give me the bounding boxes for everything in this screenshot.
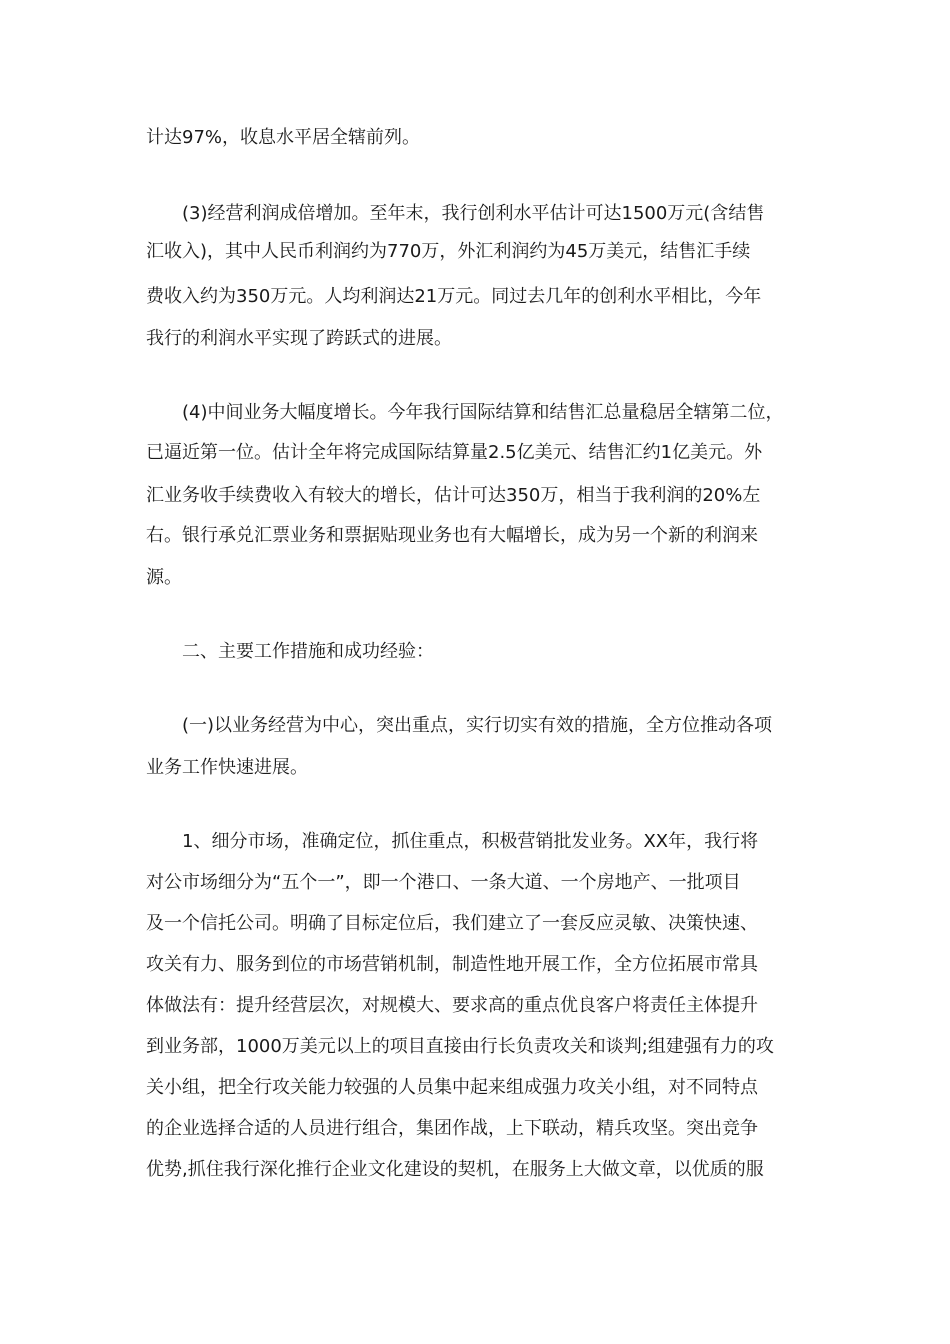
paragraph-6-line-4: 攻关有力、服务到位的市场营销机制，制造性地开展工作，全方位拓展市常具 (146, 954, 758, 975)
paragraph-6-line-3: 及一个信托公司。明确了目标定位后，我们建立了一套反应灵敏、决策快速、 (146, 913, 758, 934)
paragraph-6-line-2: 对公市场细分为“五个一”，即一个港口、一条大道、一个房地产、一批项目 (146, 872, 741, 893)
paragraph-3-line-3: 汇业务收手续费收入有较大的增长，估计可达350万，相当于我利润的20%左 (146, 485, 761, 506)
paragraph-2-line-4: 我行的利润水平实现了跨跃式的进展。 (146, 328, 452, 349)
paragraph-3-line-5: 源。 (146, 567, 182, 588)
paragraph-6-line-7: 关小组，把全行攻关能力较强的人员集中起来组成强力攻关小组，对不同特点 (146, 1077, 758, 1098)
section-heading: 二、主要工作措施和成功经验： (182, 641, 434, 662)
paragraph-3-line-4: 右。银行承兑汇票业务和票据贴现业务也有大幅增长，成为另一个新的利润来 (146, 525, 758, 546)
paragraph-6-line-8: 的企业选择合适的人员进行组合，集团作战，上下联动，精兵攻坚。突出竞争 (146, 1118, 758, 1139)
paragraph-6-line-1: 1、细分市场，准确定位，抓住重点，积极营销批发业务。XX年，我行将 (182, 831, 759, 852)
paragraph-3-line-1: (4)中间业务大幅度增长。今年我行国际结算和结售汇总量稳居全辖第二位， (182, 402, 784, 423)
paragraph-2-line-1: (3)经营利润成倍增加。至年末，我行创利水平估计可达1500万元(含结售 (182, 203, 765, 224)
paragraph-2-line-3: 费收入约为350万元。人均利润达21万元。同过去几年的创利水平相比，今年 (146, 286, 762, 307)
paragraph-6-line-9: 优势,抓住我行深化推行企业文化建设的契机，在服务上大做文章，以优质的服 (146, 1159, 764, 1180)
paragraph-5-line-2: 业务工作快速进展。 (146, 757, 308, 778)
paragraph-6-line-5: 体做法有：提升经营层次，对规模大、要求高的重点优良客户将责任主体提升 (146, 995, 758, 1016)
paragraph-3-line-2: 已逼近第一位。估计全年将完成国际结算量2.5亿美元、结售汇约1亿美元。外 (146, 442, 763, 463)
paragraph-2-line-2: 汇收入)，其中人民币利润约为770万，外汇利润约为45万美元，结售汇手续 (146, 241, 751, 262)
paragraph-5-line-1: (一)以业务经营为中心，突出重点，实行切实有效的措施，全方位推动各项 (182, 715, 773, 736)
paragraph-1-line-1: 计达97%，收息水平居全辖前列。 (146, 127, 421, 148)
paragraph-6-line-6: 到业务部，1000万美元以上的项目直接由行长负责攻关和谈判;组建强有力的攻 (146, 1036, 774, 1057)
